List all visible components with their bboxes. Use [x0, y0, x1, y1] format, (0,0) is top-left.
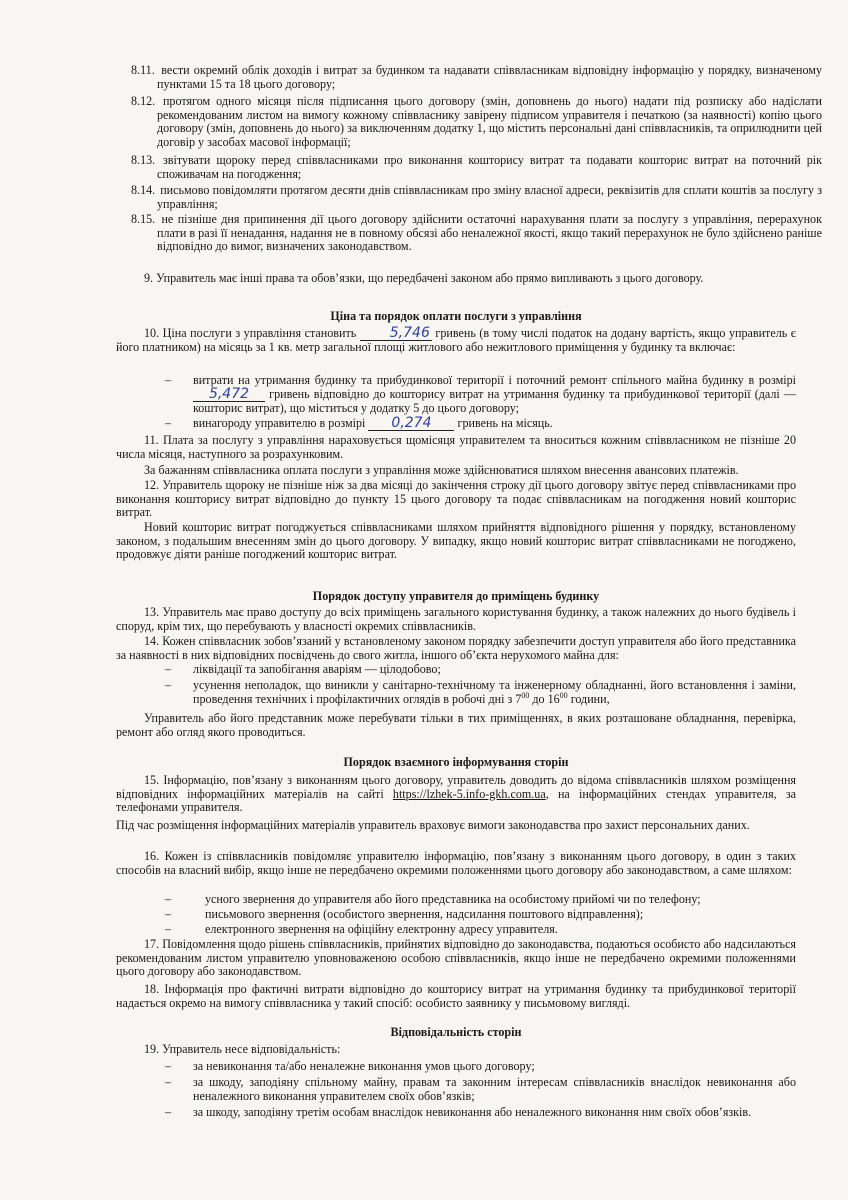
list-item-8-14	[131, 184, 822, 211]
list-item-repairs	[193, 679, 796, 706]
list-item-8-13	[131, 154, 822, 181]
dash-marker: –	[165, 416, 172, 430]
dash-marker: –	[165, 1059, 172, 1073]
section-heading-responsibility: Відповідальність сторін	[390, 1025, 522, 1039]
handwritten-fee-value: 0,274	[368, 417, 454, 431]
list-item-electronic-request: електронного звернення на офіційну електронну адресу управителя.	[205, 922, 558, 936]
dash-marker: –	[165, 922, 172, 936]
paragraph-15-privacy: Під час розміщення інформаційних матеріалів управитель враховує вимоги законодавства про захист персональних даних.	[116, 818, 750, 832]
paragraph-9: 9. Управитель має інші права та обов’язки, що передбачені законом або прямо випливають з цього договору.	[144, 271, 704, 285]
section-heading-info: Порядок взаємного інформування сторін	[343, 755, 569, 769]
list-item-nonperformance: за невиконання та/або неналежне виконання умов цього договору;	[193, 1059, 535, 1073]
paragraph-12-new-estimate: Новий кошторис витрат погоджується співвласниками шляхом прийняття відповідного рішення у порядку, встановленому законом, з подальшим внесенням змін до цього договору. У випадку, якщо новий кошторис витрат співвласниками не погоджено, продовжує діяти раніше погоджений кошторис витрат.	[116, 520, 796, 562]
repairs-rest: години,	[567, 691, 610, 706]
list-item-manager-fee	[193, 417, 796, 431]
item-text: вести окремий облік доходів і витрат за будинком та надавати співвласникам відповідну інформацію у порядку, визначеному пунктами 15 та 18 цього договору;	[157, 63, 822, 91]
item-number: 8.14.	[131, 183, 156, 197]
maintenance-lead: витрати на утримання будинку та прибудинкової території і поточний ремонт спільного майна будинку в розмірі	[193, 373, 796, 387]
list-item-written-request: письмового звернення (особистого звернення, надсилання поштового відправлення);	[205, 907, 644, 921]
maintenance-rest: гривень відповідно до кошторису витрат на утримання будинку та прибудинкової території (далі — кошторис витрат), що міститься у додатку 5 до цього договору;	[193, 386, 796, 415]
dash-marker: –	[165, 907, 172, 921]
list-item-third-party-damage: за шкоду, заподіяну третім особам внаслідок невиконання або неналежного виконання ним своїх обов’язків.	[193, 1105, 752, 1119]
paragraph-15-lead: 15. Інформацію, пов’язану з виконанням цього договору, управитель доводить до відома співвласників шляхом розміщення відповідних інформаційних матеріалів на сайті	[116, 773, 796, 801]
dash-marker: –	[165, 1075, 172, 1089]
item-number: 8.15.	[131, 212, 156, 226]
paragraph-11: 11. Плата за послугу з управління нараховується щомісяця управителем та вноситься кожним співвласником не пізніше 20 числа місяця, наступного за розрахунковим.	[116, 433, 796, 461]
dash-marker: –	[165, 373, 172, 387]
paragraph-13: 13. Управитель має право доступу до всіх приміщень загального користування будинку, а також належних до нього будівель і споруд, крім тих, що перебувають у власності окремих співвласників.	[116, 605, 796, 633]
dash-marker: –	[165, 892, 172, 906]
paragraph-12: 12. Управитель щороку не пізніше ніж за два місяці до закінчення строку дії цього договору звітує перед співвласниками про виконання кошторису витрат відповідно до пункту 15 цього договору та подає співвласникам на погодження новий кошторис витрат.	[116, 478, 796, 520]
hour-superscript: 00	[559, 690, 568, 700]
repairs-lead: усунення неполадок, що виникли у санітарно-технічному та інженерному обладнанні, його встановлення і заміни, проведення технічних і профілактичних оглядів в робочі дні з 7	[193, 678, 796, 706]
item-number: 8.13.	[131, 153, 156, 167]
website-link[interactable]: https://lzhek-5.info-gkh.com.ua	[392, 786, 546, 801]
paragraph-10-lead: 10. Ціна послуги з управління становить	[144, 326, 357, 340]
hour-superscript: 00	[521, 690, 530, 700]
item-text: протягом одного місяця після підписання цього договору (змін, доповнень до нього) надати під розписку або надіслати рекомендованим листом на вимогу кожному співвласнику завірену підписом управителя і печаткою (за наявності) копію цього договору (змін, доповнень до нього) за виключенням додатку 1, що містить персональні дані співвласників, та оприлюднити цей договір у засобах масової інформації;	[157, 94, 822, 149]
handwritten-maintenance-value: 5,472	[193, 388, 265, 402]
dash-marker: –	[165, 662, 172, 676]
list-item-common-property-damage: за шкоду, заподіяну спільному майну, правам та законним інтересам співвласників внаслідок невиконання або неналежного виконання управителем своїх обов’язків;	[193, 1075, 796, 1103]
item-text: звітувати щороку перед співвласниками про виконання кошторису витрат та подавати кошторис витрат на поточний рік споживачам на погодження;	[157, 153, 822, 181]
paragraph-14-equipment: Управитель або його представник може перебувати тільки в тих приміщеннях, в яких розташоване обладнання, перевірка, ремонт або огляд якого проводиться.	[116, 711, 796, 739]
list-item-8-15	[131, 213, 822, 254]
list-item-8-11	[131, 64, 822, 91]
fee-lead: винагороду управителю в розмірі	[193, 416, 366, 430]
dash-marker: –	[165, 1105, 172, 1119]
paragraph-17: 17. Повідомлення щодо рішень співвласників, прийнятих відповідно до законодавства, подаються особисто або надсилаються рекомендованим листом управителю уповноваженою особою співвласників, якщо інше не передбачено окремими положеннями цього договору або законодавством.	[116, 937, 796, 979]
paragraph-10-rest: гривень (в тому числі податок на додану вартість, якщо управитель є його платником) на місяць за 1 кв. метр загальної площі житлового або нежитлового приміщення у будинку та включає:	[116, 326, 796, 354]
list-item-accidents: ліквідації та запобігання аваріям — цілодобово;	[193, 662, 441, 676]
item-number: 8.12.	[131, 94, 156, 108]
list-item-8-12	[131, 95, 822, 149]
handwritten-price-value: 5,746	[360, 327, 432, 341]
item-text: не пізніше дня припинення дії цього договору здійснити остаточні нарахування плати за послугу з управління, перерахунок плати в разі її ненадання, надання не в повному обсязі або неналежної якості, якщо такий перерахунок не було здійснено раніше відповідно до вимог, визначених законодавством.	[157, 212, 822, 254]
list-item-maintenance-cost	[193, 374, 796, 415]
paragraph-15	[116, 774, 796, 815]
item-text: письмово повідомляти протягом десяти днів співвласникам про зміну власної адреси, реквізитів для сплати коштів за послугу з управління;	[157, 183, 822, 211]
item-number: 8.11.	[131, 63, 155, 77]
paragraph-18: 18. Інформація про фактичні витрати відповідно до кошторису витрат на утримання будинку та прибудинкової території надається окремо на вимогу співвласника у такий спосіб: особисто заявнику у письмовому вигляді.	[116, 982, 796, 1010]
fee-rest: гривень на місяць.	[457, 416, 553, 430]
paragraph-16: 16. Кожен із співвласників повідомляє управителю інформацію, пов’язану з виконанням цього договору, в один з таких способів на власний вибір, якщо інше не передбачено окремими положеннями цього договору або законодавством, а саме шляхом:	[116, 849, 796, 877]
list-item-oral-request: усного звернення до управителя або його представника на особистому прийомі чи по телефону;	[205, 892, 701, 906]
section-heading-price: Ціна та порядок оплати послуги з управління	[330, 309, 582, 323]
paragraph-10	[116, 327, 796, 355]
dash-marker: –	[165, 678, 172, 692]
paragraph-14: 14. Кожен співвласник зобов’язаний у встановленому законом порядку забезпечити доступ управителя або його представника за наявності в них відповідних посвідчень до свого житла, іншого об’єкта нерухомого майна для:	[116, 634, 796, 662]
repairs-mid: до 16	[529, 691, 560, 706]
section-heading-access: Порядок доступу управителя до приміщень будинку	[312, 589, 600, 603]
paragraph-15-rest: , на інформаційних стендах управителя, за телефонами управителя.	[116, 786, 796, 815]
paragraph-11-advance: За бажанням співвласника оплата послуги з управління може здійснюватися шляхом внесення авансових платежів.	[144, 463, 739, 477]
paragraph-19: 19. Управитель несе відповідальність:	[144, 1042, 341, 1056]
